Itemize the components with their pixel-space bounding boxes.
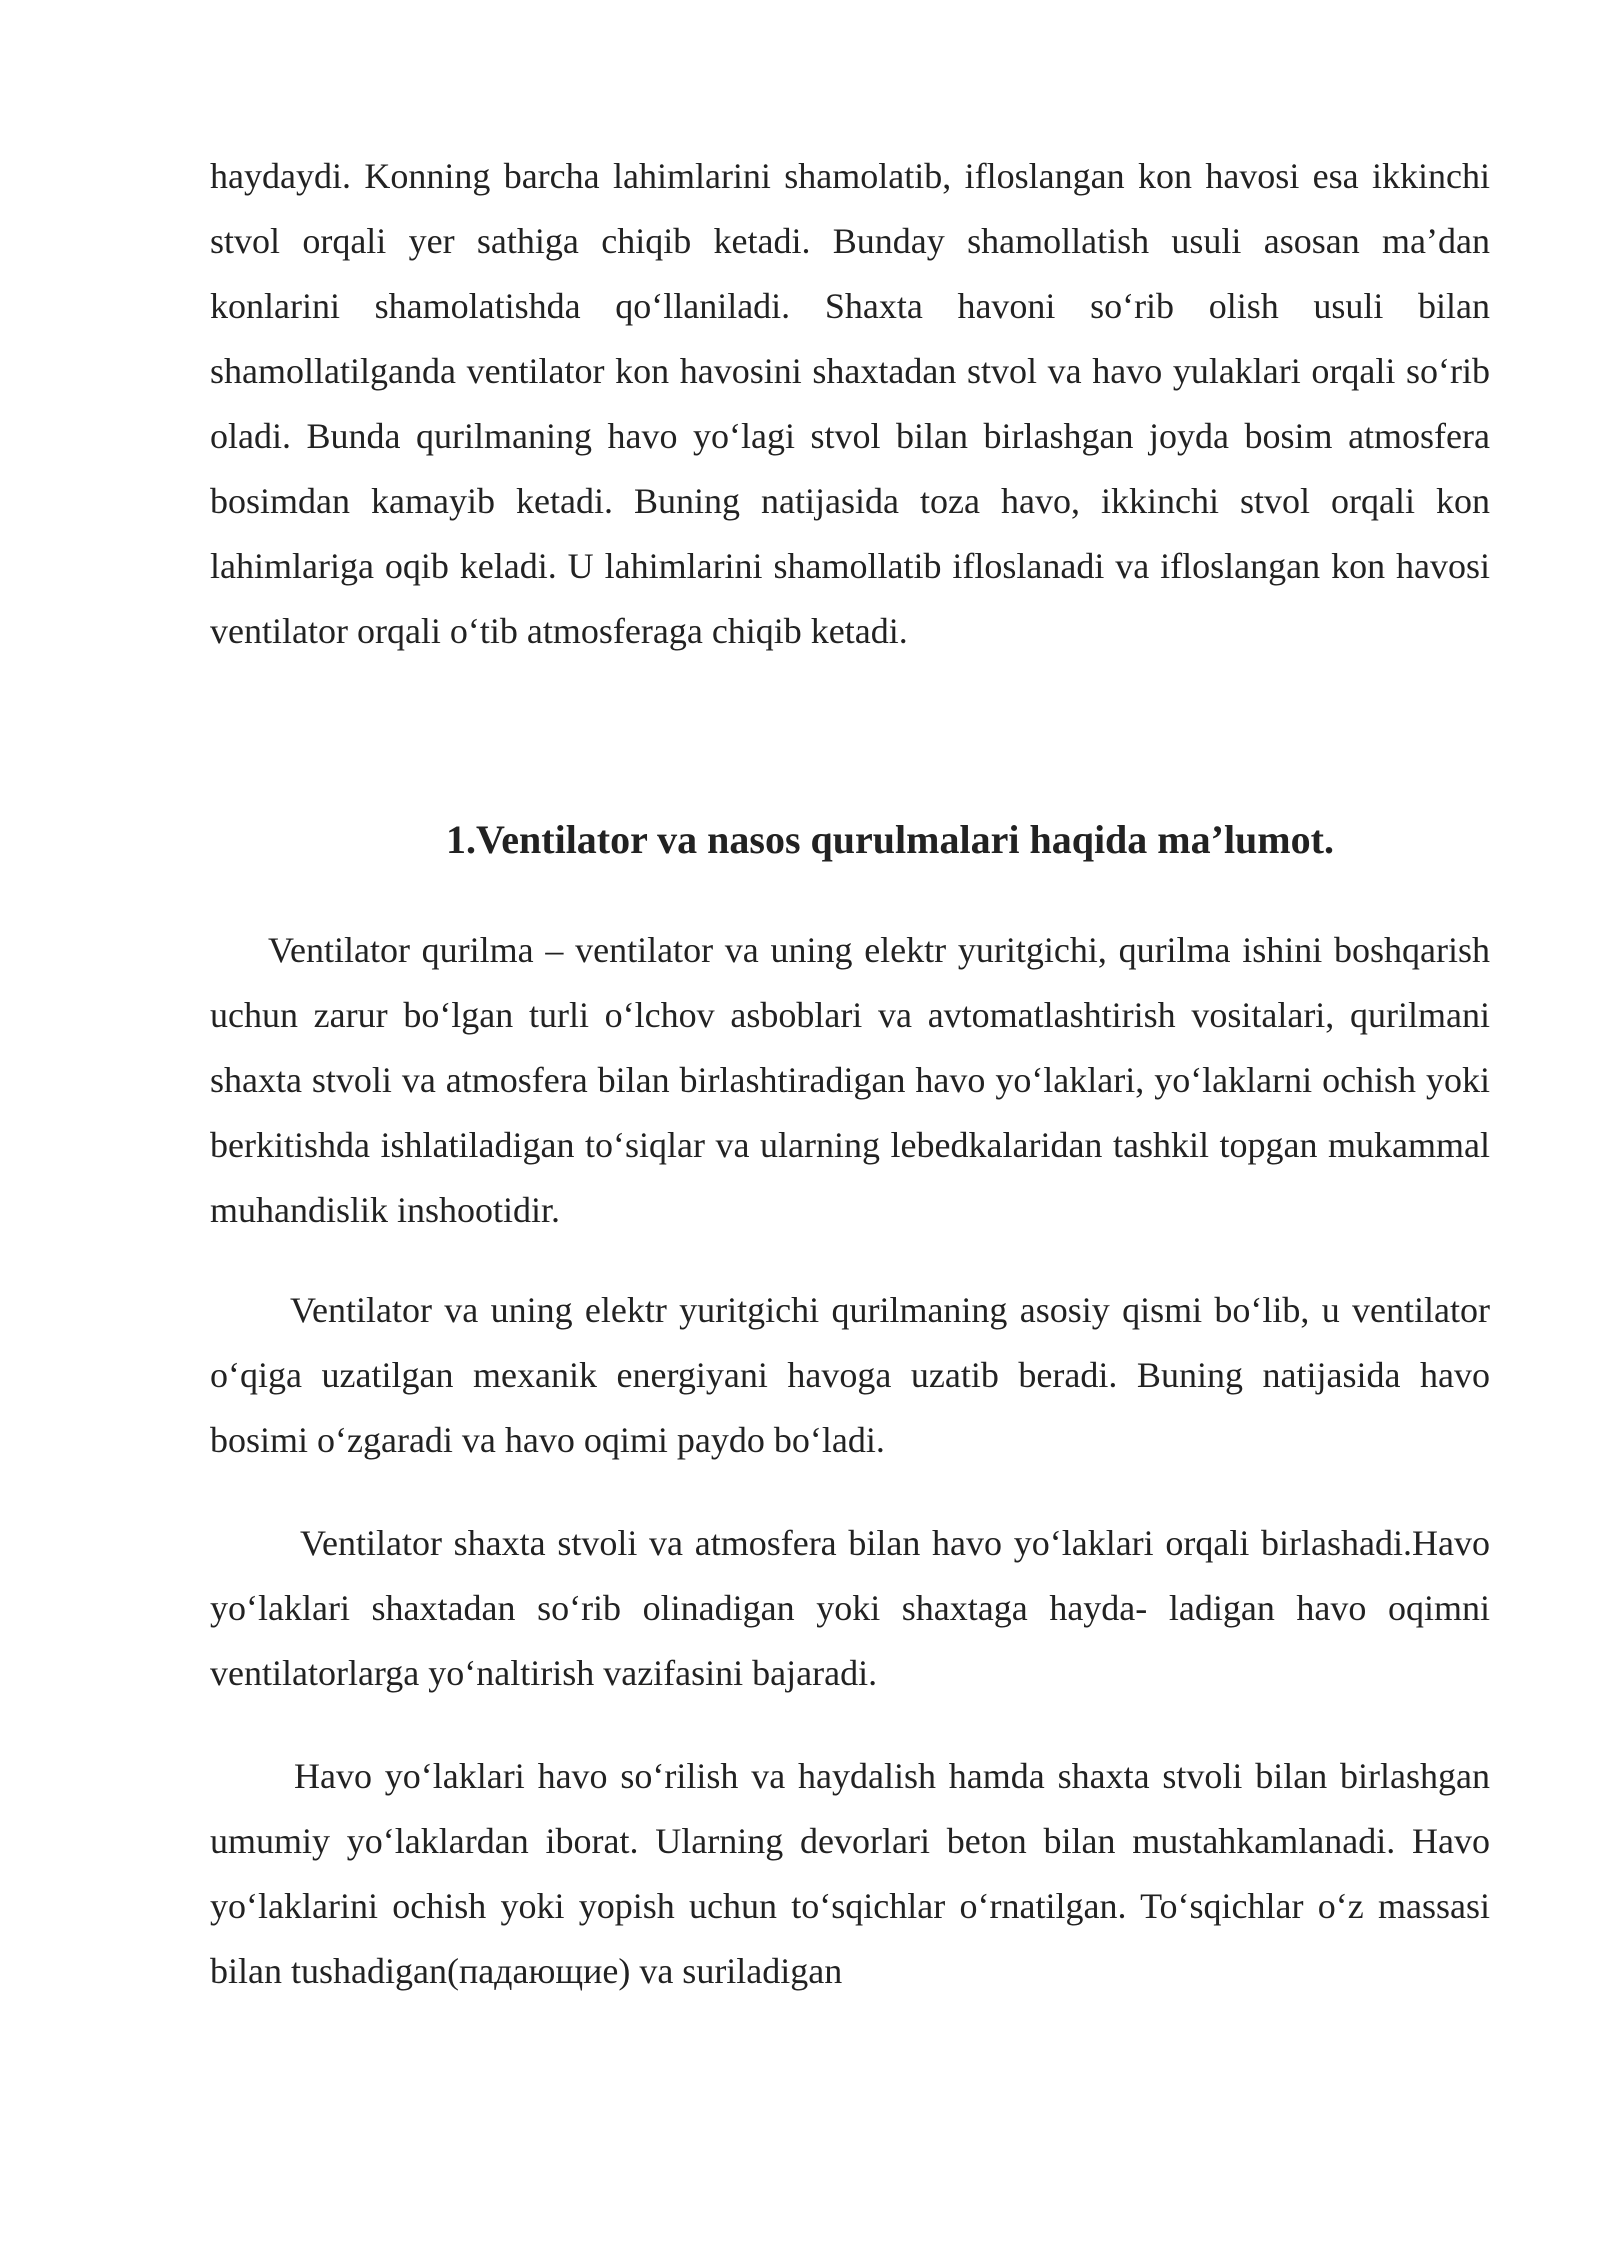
paragraph-toskichlar: Havo yo‘laklari havo so‘rilish va haydalish hamda shaxta stvoli bilan birlashgan umumiy yo‘laklardan iborat. Ularning devorlari beton bilan mustahkamlanadi. Havo yo‘laklarini ochish yoki yopish uchun to‘sqichlar o‘rnatilgan. To‘sqichlar o‘z massasi bilan tushadigan(падающие) va suriladigan: [210, 1756, 1490, 1991]
paragraph-intro: haydaydi. Konning barcha lahimlarini shamolatib, ifloslangan kon havosi esa ikkinchi stvol orqali yer sathiga chiqib ketadi. Bunday shamollatish usuli asosan ma’dan konlarini shamolatishda qo‘llaniladi. Shaxta havoni so‘rib olish usuli bilan shamollatilganda ventilator kon havosini shaxtadan stvol va havo yulaklari orqali so‘rib oladi. Bunda qurilmaning havo yo‘lagi stvol bilan birlashgan joyda bosim atmosfera bosimdan kamayib ketadi. Buning natijasida toza havo, ikkinchi stvol orqali kon lahimlariga oqib keladi. U lahimlarini shamollatib ifloslanadi va ifloslangan kon havosi ventilator orqali o‘tib atmosferaga chiqib ketadi.: [210, 156, 1490, 651]
paragraph-havo-yolaklari: Ventilator shaxta stvoli va atmosfera bilan havo yo‘laklari orqali birlashadi.Havo yo‘laklari shaxtadan so‘rib olinadigan yoki shaxtaga hayda- ladigan havo oqimni ventilatorlarga yo‘naltirish vazifasini bajaradi.: [210, 1523, 1490, 1693]
paragraph-ventilator-qurilma: Ventilator qurilma – ventilator va uning elektr yuritgichi, qurilma ishini boshqarish uchun zarur bo‘lgan turli o‘lchov asboblari va avtomatlashtirish vositalari, qurilmani shaxta stvoli va atmosfera bilan birlashtiradigan havo yo‘laklari, yo‘laklarni ochish yoki berkitishda ishlatiladigan to‘siqlar va ularning lebedkalaridan tashkil topgan mukammal muhandislik inshootidir.: [210, 930, 1490, 1230]
section-heading: 1.Ventilator va nasos qurulmalari haqida ma’lumot.: [446, 817, 1334, 862]
paragraph-elektr-yuritgich: Ventilator va uning elektr yuritgichi qurilmaning asosiy qismi bo‘lib, u ventilator o‘qiga uzatilgan mexanik energiyani havoga uzatib beradi. Buning natijasida havo bosimi o‘zgaradi va havo oqimi paydo bo‘ladi.: [210, 1290, 1490, 1460]
